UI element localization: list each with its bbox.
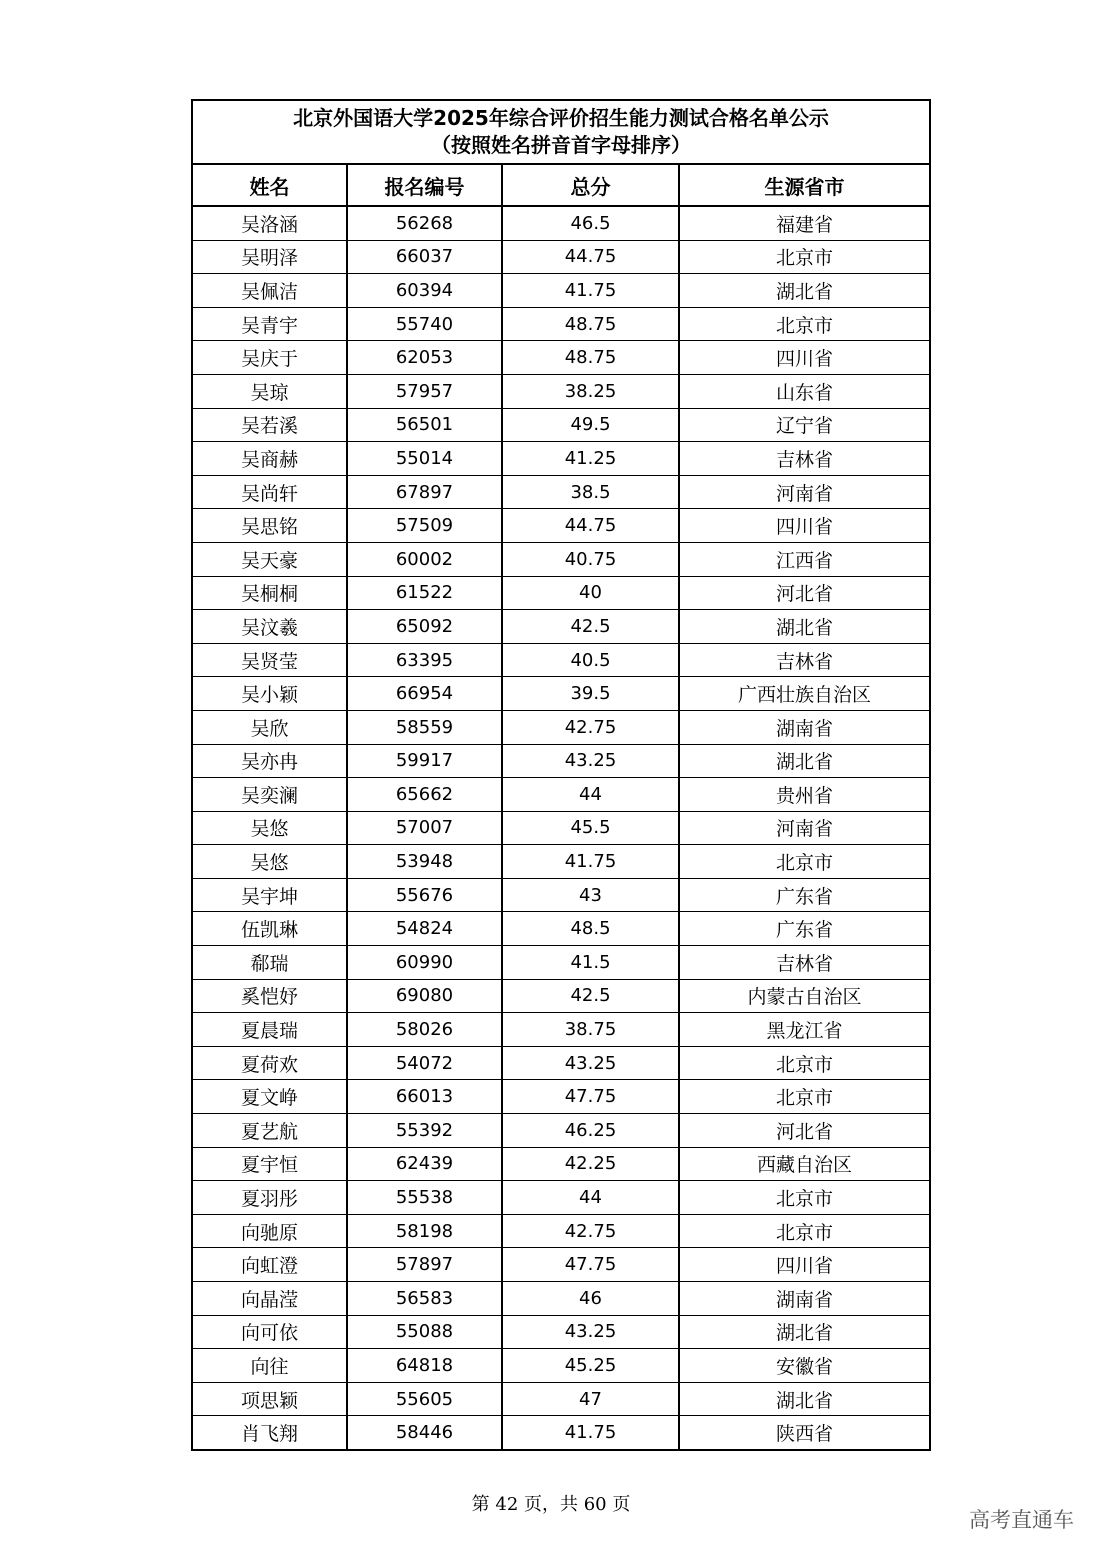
table-row [193, 845, 929, 879]
cell-registration-number: 55014 [347, 442, 502, 476]
table-row [193, 542, 929, 576]
table-row [193, 374, 929, 408]
cell-name: 向可依 [193, 1315, 347, 1349]
cell-name: 吴思铭 [193, 509, 347, 543]
cell-registration-number: 60990 [347, 946, 502, 980]
cell-province: 北京市 [679, 240, 929, 274]
cell-total-score: 49.5 [502, 408, 679, 442]
cell-province: 北京市 [679, 1214, 929, 1248]
table-row [193, 206, 929, 240]
cell-total-score: 43.25 [502, 744, 679, 778]
cell-province: 四川省 [679, 341, 929, 375]
qualified-list-table [193, 165, 929, 1449]
table-row [193, 1114, 929, 1148]
cell-total-score: 42.25 [502, 1147, 679, 1181]
cell-name: 吴悠 [193, 811, 347, 845]
cell-total-score: 46.25 [502, 1114, 679, 1148]
cell-registration-number: 55088 [347, 1315, 502, 1349]
cell-name: 吴汶羲 [193, 610, 347, 644]
cell-name: 吴奕澜 [193, 778, 347, 812]
cell-total-score: 40 [502, 576, 679, 610]
cell-registration-number: 56501 [347, 408, 502, 442]
header-registration-number: 报名编号 [347, 165, 502, 206]
cell-total-score: 44 [502, 778, 679, 812]
cell-registration-number: 59917 [347, 744, 502, 778]
cell-registration-number: 66037 [347, 240, 502, 274]
cell-name: 夏宇恒 [193, 1147, 347, 1181]
cell-registration-number: 69080 [347, 979, 502, 1013]
cell-province: 黑龙江省 [679, 1013, 929, 1047]
cell-province: 湖南省 [679, 710, 929, 744]
table-body [193, 206, 929, 1449]
cell-registration-number: 58446 [347, 1416, 502, 1449]
table-title: 北京外国语大学2025年综合评价招生能力测试合格名单公示 [293, 106, 829, 130]
cell-registration-number: 54072 [347, 1046, 502, 1080]
table-row [193, 643, 929, 677]
cell-total-score: 40.5 [502, 643, 679, 677]
table-row [193, 442, 929, 476]
cell-province: 吉林省 [679, 643, 929, 677]
table-row [193, 1080, 929, 1114]
cell-total-score: 48.5 [502, 912, 679, 946]
cell-name: 夏荷欢 [193, 1046, 347, 1080]
cell-registration-number: 56583 [347, 1282, 502, 1316]
cell-province: 吉林省 [679, 442, 929, 476]
cell-total-score: 48.75 [502, 341, 679, 375]
cell-province: 辽宁省 [679, 408, 929, 442]
table-row [193, 1147, 929, 1181]
table-row [193, 610, 929, 644]
cell-name: 郗瑞 [193, 946, 347, 980]
cell-total-score: 46 [502, 1282, 679, 1316]
cell-total-score: 42.5 [502, 610, 679, 644]
table-row [193, 307, 929, 341]
cell-registration-number: 62053 [347, 341, 502, 375]
cell-total-score: 46.5 [502, 206, 679, 240]
cell-name: 肖飞翔 [193, 1416, 347, 1449]
cell-registration-number: 55392 [347, 1114, 502, 1148]
cell-registration-number: 55538 [347, 1181, 502, 1215]
cell-total-score: 42.5 [502, 979, 679, 1013]
cell-province: 河南省 [679, 475, 929, 509]
cell-province: 山东省 [679, 374, 929, 408]
cell-province: 河南省 [679, 811, 929, 845]
cell-name: 吴亦冉 [193, 744, 347, 778]
cell-province: 广西壮族自治区 [679, 677, 929, 711]
table-row [193, 1013, 929, 1047]
cell-total-score: 40.75 [502, 542, 679, 576]
cell-province: 西藏自治区 [679, 1147, 929, 1181]
cell-name: 吴洛涵 [193, 206, 347, 240]
cell-province: 河北省 [679, 576, 929, 610]
table-row [193, 1349, 929, 1383]
table-row [193, 1214, 929, 1248]
cell-total-score: 42.75 [502, 1214, 679, 1248]
cell-province: 江西省 [679, 542, 929, 576]
cell-total-score: 41.75 [502, 1416, 679, 1449]
table-row [193, 1181, 929, 1215]
cell-registration-number: 57897 [347, 1248, 502, 1282]
cell-province: 吉林省 [679, 946, 929, 980]
table-row [193, 878, 929, 912]
cell-registration-number: 60394 [347, 274, 502, 308]
cell-registration-number: 57509 [347, 509, 502, 543]
cell-name: 吴若溪 [193, 408, 347, 442]
header-province: 生源省市 [679, 165, 929, 206]
cell-province: 湖北省 [679, 610, 929, 644]
cell-total-score: 44.75 [502, 509, 679, 543]
cell-province: 湖北省 [679, 274, 929, 308]
cell-registration-number: 64818 [347, 1349, 502, 1383]
cell-province: 北京市 [679, 307, 929, 341]
table-subtitle: （按照姓名拼音首字母排序） [431, 133, 691, 157]
table-row [193, 677, 929, 711]
table-row [193, 744, 929, 778]
cell-registration-number: 62439 [347, 1147, 502, 1181]
cell-province: 贵州省 [679, 778, 929, 812]
cell-name: 向虹澄 [193, 1248, 347, 1282]
cell-registration-number: 63395 [347, 643, 502, 677]
cell-registration-number: 66954 [347, 677, 502, 711]
header-total-score: 总分 [502, 165, 679, 206]
cell-total-score: 44 [502, 1181, 679, 1215]
cell-registration-number: 55605 [347, 1382, 502, 1416]
cell-registration-number: 66013 [347, 1080, 502, 1114]
cell-name: 项思颖 [193, 1382, 347, 1416]
table-row [193, 1382, 929, 1416]
cell-name: 吴小颖 [193, 677, 347, 711]
table-row [193, 408, 929, 442]
cell-province: 北京市 [679, 1181, 929, 1215]
cell-province: 北京市 [679, 845, 929, 879]
table-row [193, 1046, 929, 1080]
table-row [193, 811, 929, 845]
cell-province: 陕西省 [775, 1423, 833, 1446]
cell-registration-number: 54824 [347, 912, 502, 946]
cell-province: 湖南省 [679, 1282, 929, 1316]
cell-total-score: 41.75 [502, 845, 679, 879]
table-row [193, 509, 929, 543]
cell-name: 吴悠 [193, 845, 347, 879]
cell-total-score: 48.75 [502, 307, 679, 341]
cell-name: 夏艺航 [193, 1114, 347, 1148]
table-row [193, 710, 929, 744]
cell-name: 夏晨瑞 [193, 1013, 347, 1047]
cell-total-score: 45.25 [502, 1349, 679, 1383]
cell-province: 北京市 [679, 1080, 929, 1114]
cell-province: 北京市 [679, 1046, 929, 1080]
cell-registration-number: 61522 [347, 576, 502, 610]
table-row [193, 946, 929, 980]
cell-province: 四川省 [679, 1248, 929, 1282]
cell-province: 安徽省 [679, 1349, 929, 1383]
table-row [193, 1248, 929, 1282]
table-row [193, 1282, 929, 1316]
table-title-block [193, 101, 929, 165]
qualified-list-table-frame [191, 99, 931, 1451]
cell-total-score: 47.75 [502, 1248, 679, 1282]
cell-name: 吴佩洁 [193, 274, 347, 308]
cell-total-score: 44.75 [502, 240, 679, 274]
cell-name: 向驰原 [193, 1214, 347, 1248]
table-row [193, 475, 929, 509]
cell-registration-number: 65092 [347, 610, 502, 644]
cell-name: 吴桐桐 [193, 576, 347, 610]
table-row [193, 778, 929, 812]
cell-total-score: 43.25 [502, 1315, 679, 1349]
cell-total-score: 39.5 [502, 677, 679, 711]
table-row [193, 240, 929, 274]
cell-province: 广东省 [679, 878, 929, 912]
cell-total-score: 38.25 [502, 374, 679, 408]
table-row [193, 979, 929, 1013]
cell-registration-number: 53948 [347, 845, 502, 879]
table-row [193, 1416, 929, 1449]
table-header-row [193, 165, 929, 206]
watermark-text: 高考直通车 [969, 1508, 1074, 1532]
cell-total-score: 38.75 [502, 1013, 679, 1047]
cell-registration-number: 55676 [347, 878, 502, 912]
cell-name: 伍凯琳 [193, 912, 347, 946]
cell-province: 福建省 [679, 206, 929, 240]
cell-registration-number: 58198 [347, 1214, 502, 1248]
cell-registration-number: 56268 [347, 206, 502, 240]
cell-name: 奚恺妤 [193, 979, 347, 1013]
cell-total-score: 43.25 [502, 1046, 679, 1080]
cell-name: 夏文峥 [193, 1080, 347, 1114]
cell-registration-number: 57957 [347, 374, 502, 408]
cell-name: 吴尚轩 [193, 475, 347, 509]
cell-name: 夏羽彤 [193, 1181, 347, 1215]
cell-name: 吴欣 [193, 710, 347, 744]
cell-name: 吴庆于 [193, 341, 347, 375]
cell-name: 吴天豪 [193, 542, 347, 576]
cell-registration-number: 58026 [347, 1013, 502, 1047]
cell-total-score: 38.5 [502, 475, 679, 509]
cell-province: 河北省 [679, 1114, 929, 1148]
cell-name: 吴明泽 [193, 240, 347, 274]
page-number: 第 42 页，共 60 页 [471, 1494, 631, 1515]
header-name: 姓名 [193, 165, 347, 206]
cell-total-score: 47.75 [502, 1080, 679, 1114]
table-row [193, 912, 929, 946]
cell-province: 湖北省 [679, 1315, 929, 1349]
cell-registration-number: 57007 [347, 811, 502, 845]
cell-registration-number: 58559 [347, 710, 502, 744]
cell-province: 湖北省 [679, 1382, 929, 1416]
table-row [193, 1315, 929, 1349]
cell-total-score: 41.25 [502, 442, 679, 476]
table-row [193, 341, 929, 375]
cell-total-score: 42.75 [502, 710, 679, 744]
cell-name: 吴贤莹 [193, 643, 347, 677]
cell-name: 吴宇坤 [193, 878, 347, 912]
cell-registration-number: 67897 [347, 475, 502, 509]
cell-name: 向往 [193, 1349, 347, 1383]
cell-province: 四川省 [679, 509, 929, 543]
cell-total-score: 47 [502, 1382, 679, 1416]
cell-total-score: 45.5 [502, 811, 679, 845]
cell-name: 吴青宇 [193, 307, 347, 341]
cell-name: 吴琼 [193, 374, 347, 408]
cell-province: 湖北省 [679, 744, 929, 778]
cell-name: 向晶滢 [193, 1282, 347, 1316]
cell-registration-number: 60002 [347, 542, 502, 576]
cell-province: 广东省 [679, 912, 929, 946]
table-row [193, 576, 929, 610]
cell-name: 吴商赫 [193, 442, 347, 476]
cell-province: 内蒙古自治区 [679, 979, 929, 1013]
cell-total-score: 41.75 [502, 274, 679, 308]
table-row [193, 274, 929, 308]
cell-total-score: 43 [502, 878, 679, 912]
cell-registration-number: 55740 [347, 307, 502, 341]
cell-total-score: 41.5 [502, 946, 679, 980]
cell-registration-number: 65662 [347, 778, 502, 812]
